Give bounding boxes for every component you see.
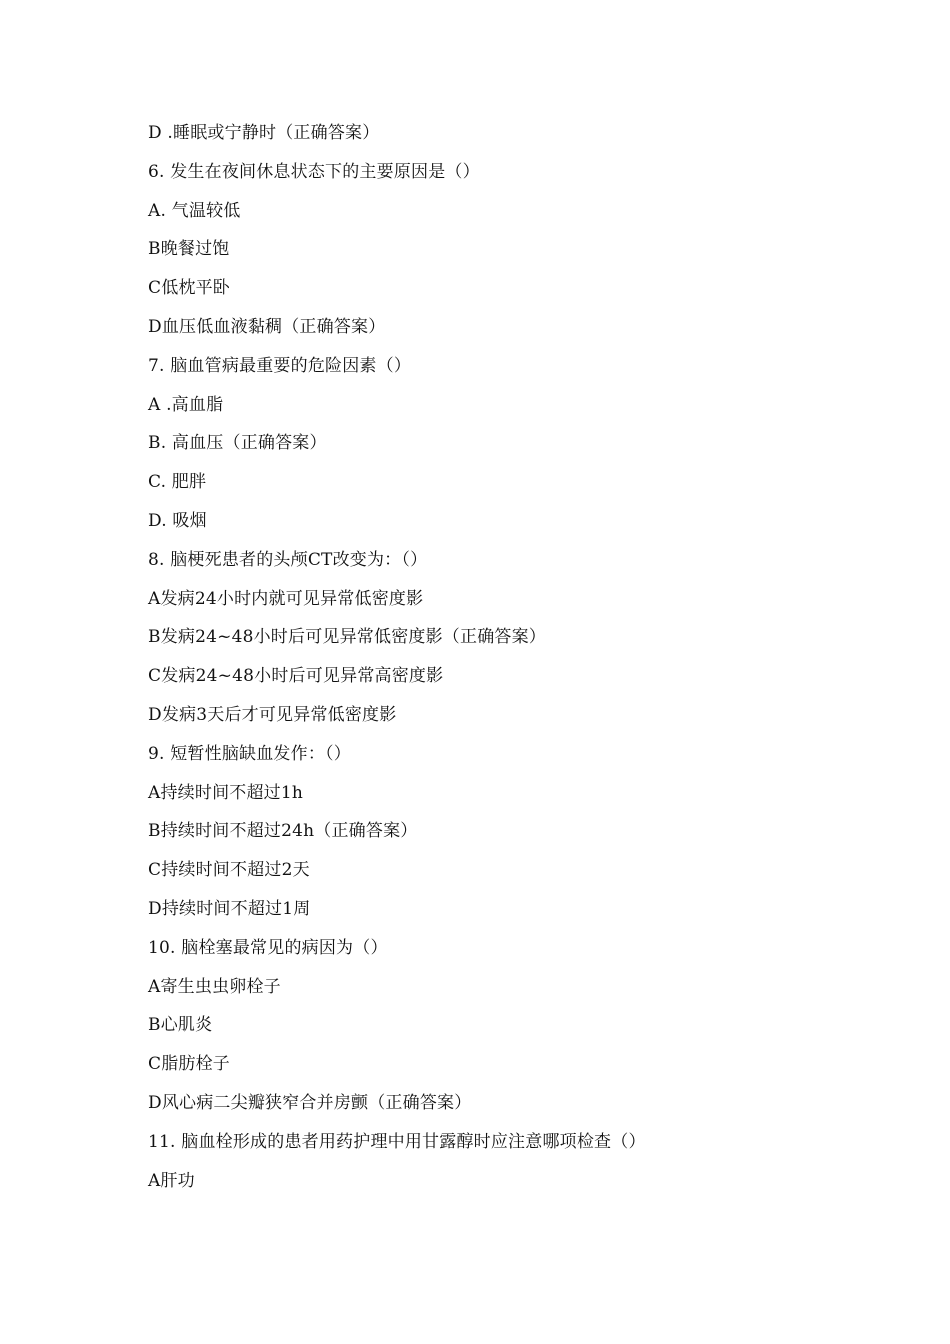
- option-line: D持续时间不超过1周: [148, 898, 311, 919]
- option-line: D血压低血液黏稠（正确答案）: [148, 316, 386, 337]
- option-line: A持续时间不超过1h: [148, 782, 304, 803]
- option-line: C发病24~48小时后可见异常高密度影: [148, 666, 444, 687]
- question-list: [148, 119, 908, 1205]
- question-line: 11. 脑血栓形成的患者用药护理中用甘露醇时应注意哪项检查（）: [148, 1131, 646, 1152]
- option-line: C. 肥胖: [148, 472, 207, 493]
- question-line: 7. 脑血管病最重要的危险因素（）: [148, 355, 412, 376]
- option-line: B持续时间不超过24h（正确答案）: [148, 821, 418, 842]
- option-line: C持续时间不超过2天: [148, 860, 310, 881]
- question-line: 6. 发生在夜间休息状态下的主要原因是（）: [148, 161, 480, 182]
- option-line: B心肌炎: [148, 1015, 213, 1036]
- option-line: C低枕平卧: [148, 278, 231, 299]
- option-line: B. 高血压（正确答案）: [148, 433, 327, 454]
- option-line: D发病3天后才可见异常低密度影: [148, 704, 397, 725]
- option-line: B发病24~48小时后可见异常低密度影（正确答案）: [148, 627, 546, 648]
- option-line: D. 吸烟: [148, 510, 207, 531]
- option-line: D .睡眠或宁静时（正确答案）: [148, 123, 380, 143]
- question-line: 9. 短暂性脑缺血发作：（）: [148, 743, 351, 764]
- option-line: A发病24小时内就可见异常低密度影: [148, 588, 424, 609]
- option-line: A肝功: [148, 1170, 195, 1191]
- question-line: 8. 脑梗死患者的头颅CT改变为：（）: [148, 549, 428, 570]
- option-line: C脂肪栓子: [148, 1054, 231, 1075]
- option-line: A寄生虫虫卵栓子: [148, 976, 281, 997]
- option-line: D风心病二尖瓣狭窄合并房颤（正确答案）: [148, 1092, 472, 1113]
- option-line: B晚餐过饱: [148, 239, 230, 260]
- question-line: 10. 脑栓塞最常见的病因为（）: [148, 937, 388, 958]
- option-line: A. 气温较低: [148, 200, 241, 221]
- option-line: A .高血脂: [148, 394, 224, 415]
